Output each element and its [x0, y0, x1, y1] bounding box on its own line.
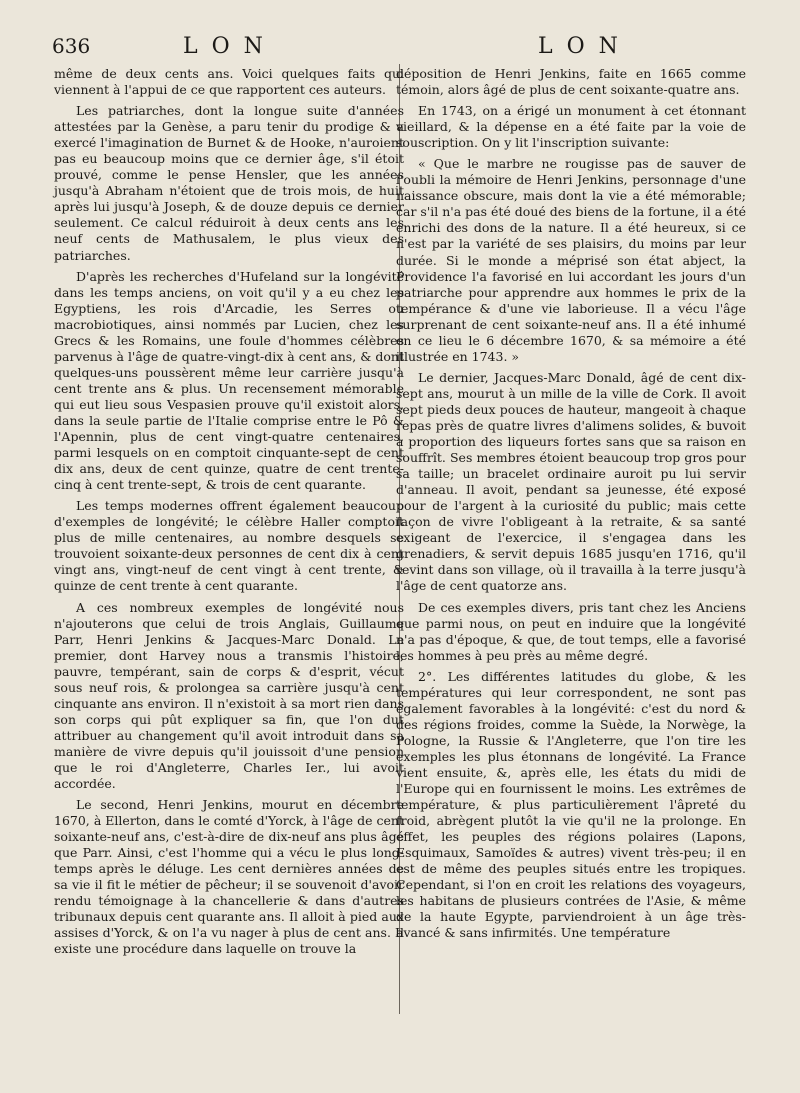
page-number: 636 [52, 34, 91, 58]
paragraph: En 1743, on a érigé un monument à cet étonnant vieillard, & la dépense en a été faite par la voie de souscription. On y lit l'inscription suivante: [396, 103, 746, 151]
right-column [396, 66, 746, 946]
paragraph: De ces exemples divers, pris tant chez les Anciens que parmi nous, on peut en induire que la longévité n'a pas d'époque, & que, de tout temps, elle a favorisé les hommes à peu près au même degré. [396, 599, 746, 663]
paragraph: Le second, Henri Jenkins, mourut en décembre 1670, à Ellerton, dans le comté d'Yorck, à l'âge de cent soixante-neuf ans, c'est-à-dire de dix-neuf ans plus âgé que Parr. Ainsi, c'est l'homme qui a vécu le plus long-temps après le déluge. Les cent dernières années de sa vie il fit le métier de pêcheur; il se souvenoit d'avoir rendu témoignage à la chancellerie & dans d'autres tribunaux depuis cent quarante ans. Il alloit à pied aux assises d'Yorck, & on l'a vu nager à plus de cent ans. Il existe une procédure dans laquelle on trouve la [54, 797, 404, 957]
paragraph: A ces nombreux exemples de longévité nous n'ajouterons que celui de trois Anglais, Guillaume Parr, Henri Jenkins & Jacques-Marc Donald. Le premier, dont Harvey nous a transmis l'histoire, pauvre, tempérant, sain de corps & d'esprit, vécut sous neuf rois, & prolongea sa carrière jusqu'à cent cinquante ans environ. Il n'existoit à sa mort rien dans son corps qui pût expliquer sa fin, que l'on dut attribuer au changement qu'il avoit introduit dans sa manière de vivre depuis qu'il jouissoit d'une pension que le roi d'Angleterre, Charles Ier., lui avoit accordée. [54, 599, 404, 792]
paragraph: Les patriarches, dont la longue suite d'années attestées par la Genèse, a paru tenir du prodige & a exercé l'imagination de Burnet & de Hooke, n'auroient pas eu beaucoup moins que ce dernier âge, s'il étoit prouvé, comme le pense Hensler, que les années jusqu'à Abraham n'étoient que de trois mois, de huit après lui jusqu'à Joseph, & de douze depuis ce dernier seulement. Ce calcul réduiroit à deux cents ans les neuf cents de Mathusalem, le plus vieux des patriarches. [54, 103, 404, 263]
left-column [54, 66, 404, 963]
page-header [0, 34, 800, 64]
running-head-left: LON [183, 34, 277, 59]
paragraph: déposition de Henri Jenkins, faite en 1665 comme témoin, alors âgé de plus de cent soixante-quatre ans. [396, 66, 746, 98]
paragraph: même de deux cents ans. Voici quelques faits qui viennent à l'appui de ce que rapportent ces auteurs. [54, 66, 404, 98]
inscription-quote: « Que le marbre ne rougisse pas de sauver de l'oubli la mémoire de Henri Jenkins, personnage d'une naissance obscure, mais dont la vie a été mémorable; car s'il n'a pas été doué des biens de la fortune, il a été enrichi des dons de la nature. Il a été heureux, si ce n'est par la variété de ses plaisirs, du moins par leur durée. Si le monde a méprisé son état abject, la Providence l'a favorisé en lui accordant les jours d'un patriarche pour apprendre aux hommes le prix de la tempérance & d'une vie laborieuse. Il a vécu l'âge surprenant de cent soixante-neuf ans. Il a été inhumé en ce lieu le 6 décembre 1670, & sa mémoire a été illustrée en 1743. » [396, 156, 746, 364]
paragraph: D'après les recherches d'Hufeland sur la longévité dans les temps anciens, on voit qu'il y a eu chez les Egyptiens, les rois d'Arcadie, les Serres ou macrobiotiques, ainsi nommés par Lucien, chez les Grecs & les Romains, une foule d'hommes célèbres parvenus à l'âge de quatre-vingt-dix à cent ans, & dont quelques-uns poussèrent même leur carrière jusqu'à cent trente ans & plus. Un recensement mémorable qui eut lieu sous Vespasien prouve qu'il existoit alors, dans la seule partie de l'Italie comprise entre le Pô & l'Apennin, plus de cent vingt-quatre centenaires, parmi lesquels on en comptoit cinquante-sept de cent dix ans, deux de cent quinze, quatre de cent trente-cinq à cent trente-sept, & trois de cent quarante. [54, 268, 404, 493]
running-head-right: LON [538, 34, 632, 59]
paragraph: Le dernier, Jacques-Marc Donald, âgé de cent dix-sept ans, mourut à un mille de la ville de Cork. Il avoit sept pieds deux pouces de hauteur, mangeoit à chaque repas près de quatre livres d'alimens solides, & buvoit à proportion des liqueurs fortes sans que sa raison en souffrît. Ses membres étoient beaucoup trop gros pour sa taille; un bracelet ordinaire auroit pu lui servir d'anneau. Il avoit, pendant sa jeunesse, été exposé pour de l'argent à la curiosité du public; mais cette façon de vivre l'obligeant à la retraite, & sa santé exigeant de l'exercice, il s'engagea dans les grenadiers, & servit depuis 1685 jusqu'en 1716, qu'il revint dans son village, où il travailla à la terre jusqu'à l'âge de cent quatorze ans. [396, 369, 746, 594]
paragraph: 2°. Les différentes latitudes du globe, & les températures qui leur correspondent, ne sont pas également favorables à la longévité: c'est du nord & des régions froides, comme la Suède, la Norwège, la Pologne, la Russie & l'Angleterre, que l'on tire les exemples les plus étonnans de longévité. La France vient ensuite, &, après elle, les états du midi de l'Europe qui en fournissent le moins. Les extrêmes de température, & plus particulièrement l'âpreté du froid, abrègent plutôt la vie qu'il ne la prolonge. En effet, les peuples des régions polaires (Lapons, Esquimaux, Samoïdes & autres) vivent très-peu; il en est de même des peuples situés entre les tropiques. Cependant, si l'on en croit les relations des voyageurs, les habitans de plusieurs contrées de l'Asie, & même de la haute Egypte, parviendroient à un âge très-avancé & sans infirmités. Une température [396, 668, 746, 941]
paragraph: Les temps modernes offrent également beaucoup d'exemples de longévité; le célèbre Haller comptoit plus de mille centenaires, au nombre desquels se trouvoient soixante-deux personnes de cent dix à cent vingt ans, vingt-neuf de cent vingt à cent trente, & quinze de cent trente à cent quarante. [54, 498, 404, 594]
